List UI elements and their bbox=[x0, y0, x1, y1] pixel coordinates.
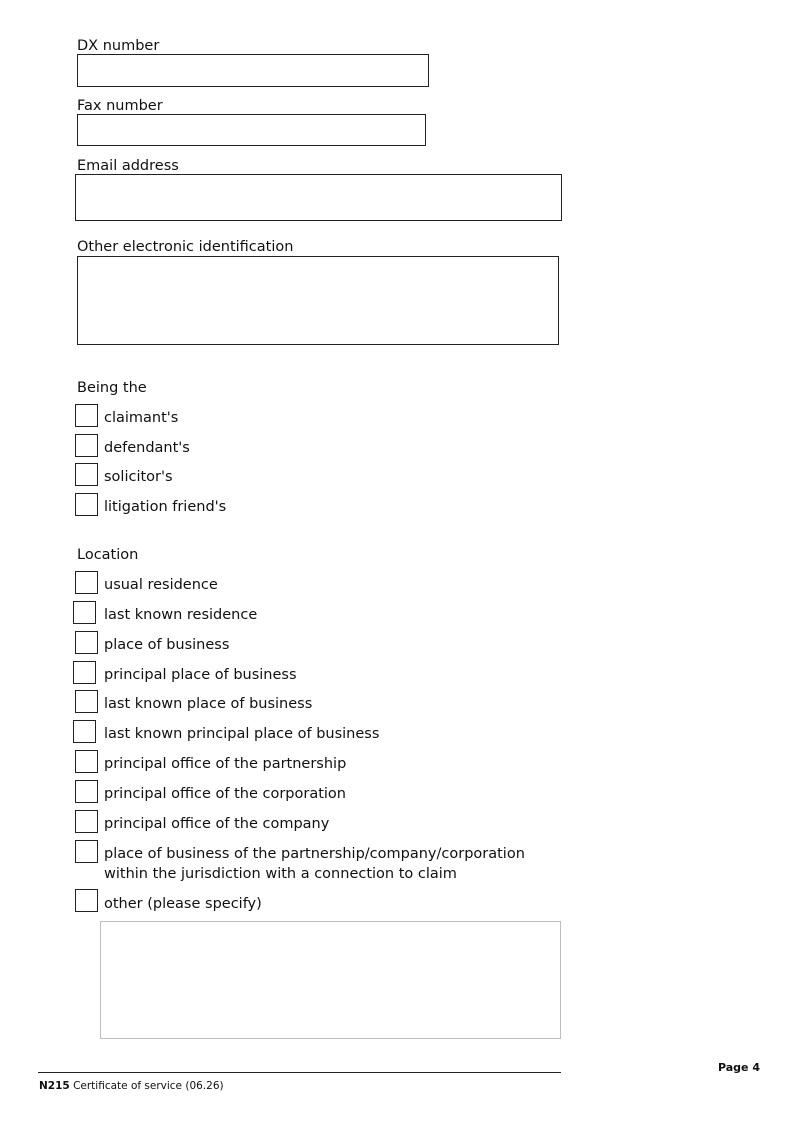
principal-office-company-label: principal office of the company bbox=[104, 816, 330, 832]
principal-place-of-business-label: principal place of business bbox=[104, 667, 297, 683]
last-known-place-of-business-label: last known place of business bbox=[104, 696, 313, 712]
page-number: Page 4 bbox=[717, 1061, 760, 1074]
last-known-residence-label: last known residence bbox=[104, 607, 258, 623]
last-known-residence-checkbox[interactable] bbox=[73, 601, 96, 624]
principal-office-partnership-checkbox[interactable] bbox=[75, 750, 98, 773]
place-of-business-checkbox[interactable] bbox=[75, 631, 98, 654]
email-address-input[interactable] bbox=[75, 174, 562, 221]
last-known-place-of-business-checkbox[interactable] bbox=[75, 690, 98, 713]
principal-office-corporation-label: principal office of the corporation bbox=[104, 786, 346, 802]
other-please-specify-checkbox[interactable] bbox=[75, 889, 98, 912]
form-title: Certificate of service (06.26) bbox=[73, 1080, 224, 1092]
other-specify-textarea[interactable] bbox=[100, 921, 561, 1039]
defendants-checkbox[interactable] bbox=[75, 434, 98, 457]
claimants-label: claimant's bbox=[104, 410, 179, 426]
solicitors-label: solicitor's bbox=[104, 469, 173, 485]
place-of-business-jurisdiction-checkbox[interactable] bbox=[75, 840, 98, 863]
last-known-principal-place-of-business-checkbox[interactable] bbox=[73, 720, 96, 743]
claimants-checkbox[interactable] bbox=[75, 404, 98, 427]
other-electronic-id-label: Other electronic identification bbox=[77, 239, 294, 255]
principal-place-of-business-checkbox[interactable] bbox=[73, 661, 96, 684]
being-the-heading: Being the bbox=[77, 380, 147, 396]
defendants-label: defendant's bbox=[104, 440, 190, 456]
place-of-business-jurisdiction-label-line1: place of business of the partnership/company/corporation bbox=[104, 846, 525, 862]
principal-office-partnership-label: principal office of the partnership bbox=[104, 756, 347, 772]
place-of-business-label: place of business bbox=[104, 637, 230, 653]
other-electronic-id-input[interactable] bbox=[77, 256, 559, 345]
last-known-principal-place-of-business-label: last known principal place of business bbox=[104, 726, 380, 742]
location-heading: Location bbox=[77, 547, 139, 563]
principal-office-company-checkbox[interactable] bbox=[75, 810, 98, 833]
footer-divider bbox=[38, 1072, 561, 1073]
footer-form-info bbox=[39, 1079, 224, 1093]
litigation-friends-label: litigation friend's bbox=[104, 499, 227, 515]
litigation-friends-checkbox[interactable] bbox=[75, 493, 98, 516]
usual-residence-label: usual residence bbox=[104, 577, 218, 593]
usual-residence-checkbox[interactable] bbox=[75, 571, 98, 594]
place-of-business-jurisdiction-label-line2: within the jurisdiction with a connection to claim bbox=[104, 866, 457, 882]
form-code: N215 bbox=[39, 1080, 70, 1092]
email-address-label: Email address bbox=[77, 158, 179, 174]
dx-number-label: DX number bbox=[77, 38, 160, 54]
dx-number-input[interactable] bbox=[77, 54, 429, 87]
other-please-specify-label: other (please specify) bbox=[104, 896, 262, 912]
fax-number-input[interactable] bbox=[77, 114, 426, 146]
fax-number-label: Fax number bbox=[77, 98, 163, 114]
solicitors-checkbox[interactable] bbox=[75, 463, 98, 486]
principal-office-corporation-checkbox[interactable] bbox=[75, 780, 98, 803]
